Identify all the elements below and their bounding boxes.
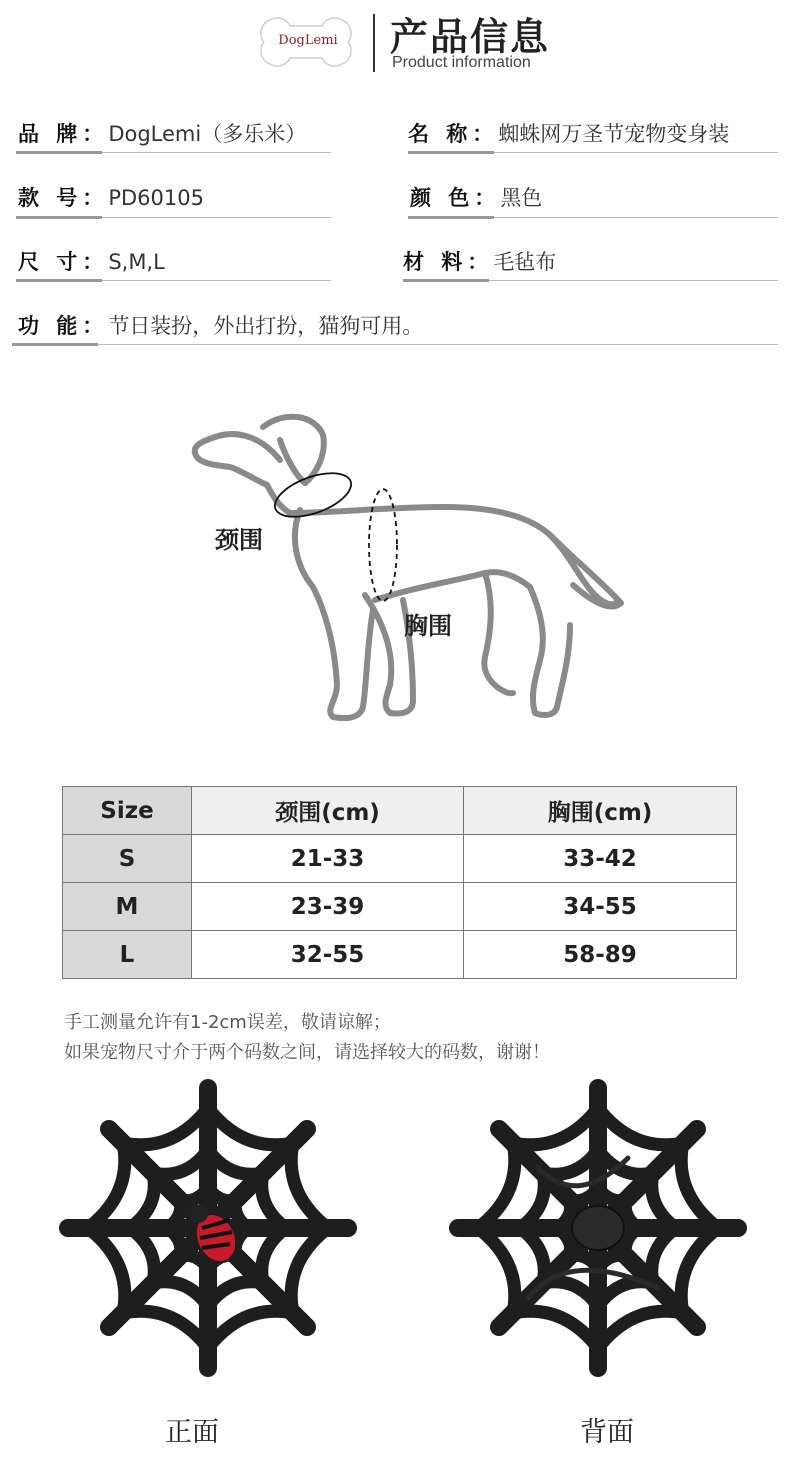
neck-label: 颈围 — [215, 526, 263, 554]
info-size-underline — [16, 280, 331, 281]
info-model-label: 款 号： — [18, 186, 109, 210]
cell-neck: 23-39 — [192, 883, 464, 931]
back-caption: 背面 — [580, 1417, 634, 1448]
info-model — [18, 182, 204, 212]
brand-logo: DogLemi — [278, 33, 338, 48]
cell-size: M — [63, 883, 192, 931]
info-brand-value: DogLemi（多乐米） — [108, 122, 307, 146]
info-name — [408, 118, 729, 148]
info-function — [18, 310, 423, 340]
info-name-label: 名 称： — [408, 122, 499, 146]
header-size: Size — [63, 787, 192, 835]
info-color — [410, 182, 542, 212]
back-patch — [572, 1206, 624, 1250]
info-size-label: 尺 寸： — [18, 250, 109, 274]
info-material-underline — [403, 280, 778, 281]
dog-back-outline — [267, 485, 617, 604]
table-row — [63, 883, 737, 931]
chest-measure-ellipse — [369, 489, 397, 601]
size-table — [62, 786, 737, 979]
page-subtitle: Product information — [392, 54, 531, 71]
info-color-underline — [408, 217, 778, 218]
info-model-underline — [16, 217, 331, 218]
table-row — [63, 835, 737, 883]
info-function-label: 功 能： — [18, 314, 109, 338]
table-row — [63, 931, 737, 979]
info-function-underline — [12, 344, 778, 345]
size-table-header-row — [63, 787, 737, 835]
dog-hind-leg-outline — [530, 587, 570, 715]
dog-measurement-diagram — [185, 395, 635, 745]
cell-chest: 34-55 — [464, 883, 737, 931]
page-title: 产品信息 — [390, 15, 551, 59]
chest-label: 胸围 — [404, 612, 452, 640]
header-neck: 颈围(cm) — [192, 787, 464, 835]
dog-hind-leg2-outline — [484, 573, 513, 693]
info-color-label: 颜 色： — [410, 186, 501, 210]
cell-neck: 32-55 — [192, 931, 464, 979]
info-material-value: 毛毡布 — [493, 250, 557, 274]
note-size-advice: 如果宠物尺寸介于两个码数之间，请选择较大的码数，谢谢！ — [64, 1042, 550, 1063]
info-material — [403, 246, 556, 276]
header-divider — [373, 14, 375, 72]
info-brand-label: 品 牌： — [18, 122, 109, 146]
front-caption: 正面 — [165, 1417, 219, 1448]
info-brand-underline — [16, 152, 331, 153]
cell-chest: 58-89 — [464, 931, 737, 979]
dog-head-outline — [195, 434, 280, 485]
info-size-value: S,M,L — [108, 250, 165, 274]
note-measurement-error: 手工测量允许有1-2cm误差，敬请谅解； — [64, 1012, 391, 1033]
cell-neck: 21-33 — [192, 835, 464, 883]
cell-size: S — [63, 835, 192, 883]
dog-tail-outline — [550, 535, 621, 607]
dog-belly-outline — [375, 572, 530, 600]
info-color-value: 黑色 — [500, 186, 543, 210]
info-name-value: 蜘蛛网万圣节宠物变身装 — [498, 122, 730, 146]
header-chest: 胸围(cm) — [464, 787, 737, 835]
dog-front-leg-outline — [295, 510, 373, 718]
info-brand — [18, 118, 306, 148]
info-function-value: 节日装扮，外出打扮，猫狗可用。 — [108, 314, 424, 338]
cell-size: L — [63, 931, 192, 979]
info-model-value: PD60105 — [108, 186, 204, 210]
info-size — [18, 246, 165, 276]
back-product-image — [448, 1078, 748, 1378]
front-product-image — [58, 1078, 358, 1378]
info-material-label: 材 料： — [403, 250, 494, 274]
cell-chest: 33-42 — [464, 835, 737, 883]
info-name-underline — [408, 152, 778, 153]
